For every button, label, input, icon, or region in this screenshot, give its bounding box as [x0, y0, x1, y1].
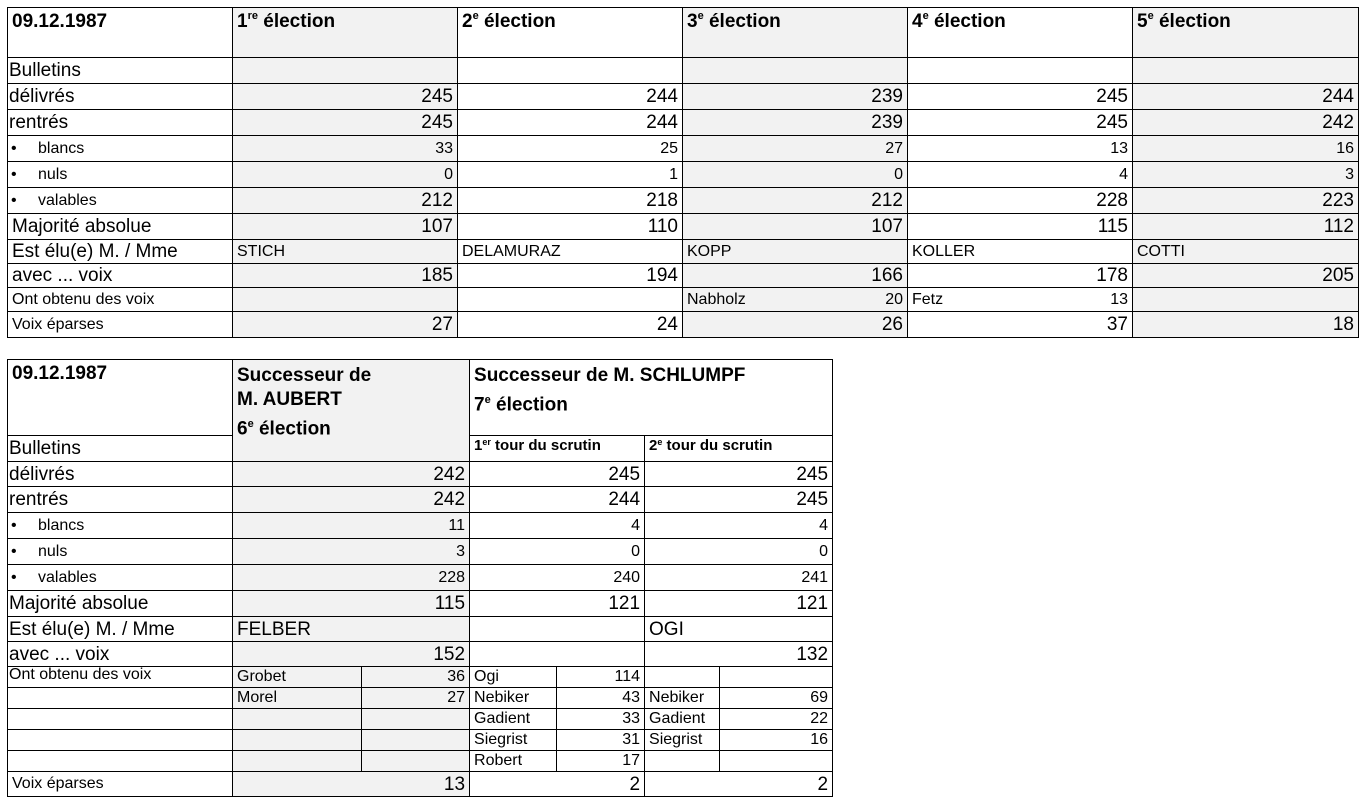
candidate-name: Robert [470, 751, 557, 772]
cell-value: 244 [458, 84, 683, 110]
cell-value: 239 [683, 110, 908, 136]
cell-value: 242 [233, 462, 470, 487]
election-table-2 [7, 359, 833, 797]
table-row [8, 487, 833, 513]
cell-value: 107 [233, 214, 458, 240]
cell-value: 26 [683, 312, 908, 338]
table-row [8, 264, 1359, 288]
cell-value: 4 [470, 513, 645, 539]
cell-value: 0 [683, 162, 908, 188]
cell-value: 3 [233, 539, 470, 565]
table-row [8, 214, 1359, 240]
cell-value: 218 [458, 188, 683, 214]
cell-value: 223 [1133, 188, 1359, 214]
row-label-nuls: • nuls [8, 162, 233, 188]
cell-value: 27 [233, 312, 458, 338]
date-header: 09.12.1987 [8, 8, 233, 58]
cell-value: 13 [233, 772, 470, 797]
candidate-name: Grobet [233, 667, 362, 688]
candidate-votes: 36 [362, 667, 470, 688]
cell-value: 205 [1133, 264, 1359, 288]
cell-value: 121 [645, 591, 833, 617]
cell-value: 244 [470, 487, 645, 513]
table-row [8, 751, 833, 772]
table-row [8, 312, 1359, 338]
row-label-majorite: Majorité absolue [8, 214, 233, 240]
candidate-votes: 27 [362, 688, 470, 709]
cell-value: 228 [233, 565, 470, 591]
table-row [8, 617, 833, 642]
cell-value [470, 642, 645, 667]
cell-value: 245 [470, 462, 645, 487]
cell-value: 132 [645, 642, 833, 667]
cell-value: 240 [470, 565, 645, 591]
cell-value: 178 [908, 264, 1133, 288]
table-row [8, 58, 1359, 84]
cell-value: 212 [683, 188, 908, 214]
elected-name [470, 617, 645, 642]
cell-value: 110 [458, 214, 683, 240]
cell-value: 245 [908, 110, 1133, 136]
table-row [8, 730, 833, 751]
cell-value: 241 [645, 565, 833, 591]
header-election-6: Successeur de M. AUBERT 6e élection [233, 360, 470, 462]
cell-value: 0 [645, 539, 833, 565]
cell-value: 0 [233, 162, 458, 188]
row-label-blancs: • blancs [8, 513, 233, 539]
table-row [8, 84, 1359, 110]
cell-value: 16 [1133, 136, 1359, 162]
row-label-elu: Est élu(e) M. / Mme [8, 617, 233, 642]
candidate-votes-cell [683, 288, 908, 312]
candidate-name [645, 751, 720, 772]
candidate-votes [720, 667, 833, 688]
table-row [8, 462, 833, 487]
header-election-7: Successeur de M. SCHLUMPF 7e élection [470, 360, 833, 436]
cell-value: 245 [908, 84, 1133, 110]
row-label-delivres: délivrés [8, 462, 233, 487]
cell-value: 121 [470, 591, 645, 617]
table-row [8, 288, 1359, 312]
table-row [8, 709, 833, 730]
row-label-majorite: Majorité absolue [8, 591, 233, 617]
header-election-4: 4e élection [908, 8, 1133, 58]
cell-value: 33 [233, 136, 458, 162]
elected-name: DELAMURAZ [458, 240, 683, 264]
row-label-voix: avec ... voix [8, 264, 233, 288]
table-row [8, 110, 1359, 136]
row-label-valables: • valables [8, 565, 233, 591]
candidate-name [645, 667, 720, 688]
election-table-1 [7, 7, 1359, 338]
candidate-votes: 16 [720, 730, 833, 751]
row-label-bulletins: Bulletins [8, 58, 233, 84]
candidate-votes: 33 [557, 709, 645, 730]
table-row [8, 688, 833, 709]
candidate-name: Nebiker [645, 688, 720, 709]
cell-value: 1 [458, 162, 683, 188]
cell-value: 245 [645, 462, 833, 487]
cell-value: 18 [1133, 312, 1359, 338]
elected-name: STICH [233, 240, 458, 264]
table-row [8, 642, 833, 667]
cell-value: 37 [908, 312, 1133, 338]
table-row [8, 162, 1359, 188]
row-label-bulletins: Bulletins [8, 436, 233, 462]
row-label-rentres: rentrés [8, 110, 233, 136]
cell-value: 244 [1133, 84, 1359, 110]
row-label-eparses: Voix éparses [8, 772, 233, 797]
table-row [8, 188, 1359, 214]
table-row [8, 136, 1359, 162]
candidate-name: Nebiker [470, 688, 557, 709]
cell-value: 194 [458, 264, 683, 288]
candidate-name: Nabholz [687, 290, 746, 308]
candidate-votes: 20 [885, 290, 903, 308]
cell-value: 13 [908, 136, 1133, 162]
cell-value: 107 [683, 214, 908, 240]
header-election-2: 2e élection [458, 8, 683, 58]
cell-value: 3 [1133, 162, 1359, 188]
table-row [8, 539, 833, 565]
row-label-obtenu: Ont obtenu des voix [8, 667, 233, 688]
candidate-votes: 22 [720, 709, 833, 730]
cell-value: 228 [908, 188, 1133, 214]
table-row [8, 240, 1359, 264]
cell-value: 2 [645, 772, 833, 797]
row-label-nuls: • nuls [8, 539, 233, 565]
candidate-votes: 31 [557, 730, 645, 751]
elected-name: COTTI [1133, 240, 1359, 264]
cell-value: 239 [683, 84, 908, 110]
table-row [8, 513, 833, 539]
row-label-rentres: rentrés [8, 487, 233, 513]
candidate-votes [362, 751, 470, 772]
header-tour-1: 1er tour du scrutin [470, 436, 645, 462]
candidate-name: Siegrist [470, 730, 557, 751]
cell-value: 24 [458, 312, 683, 338]
candidate-votes: 17 [557, 751, 645, 772]
cell-value: 166 [683, 264, 908, 288]
table-row [8, 565, 833, 591]
candidate-name [233, 709, 362, 730]
table-row [8, 667, 833, 688]
cell-value: 2 [470, 772, 645, 797]
cell-value: 245 [233, 84, 458, 110]
cell-value: 242 [1133, 110, 1359, 136]
elected-name: OGI [645, 617, 833, 642]
candidate-votes [362, 709, 470, 730]
cell-value: 212 [233, 188, 458, 214]
table-row [8, 772, 833, 797]
candidate-name: Fetz [912, 290, 944, 308]
header-tour-2: 2e tour du scrutin [645, 436, 833, 462]
cell-value: 185 [233, 264, 458, 288]
cell-value: 112 [1133, 214, 1359, 240]
date-header: 09.12.1987 [8, 360, 233, 436]
cell-value: 4 [645, 513, 833, 539]
row-label-eparses: Voix éparses [8, 312, 233, 338]
candidate-name [233, 730, 362, 751]
cell-value: 245 [645, 487, 833, 513]
row-label-valables: • valables [8, 188, 233, 214]
candidate-name [233, 751, 362, 772]
candidate-votes [362, 730, 470, 751]
candidate-votes: 43 [557, 688, 645, 709]
cell-value: 4 [908, 162, 1133, 188]
header-election-3: 3e élection [683, 8, 908, 58]
cell-value: 27 [683, 136, 908, 162]
cell-value: 25 [458, 136, 683, 162]
row-label-voix: avec ... voix [8, 642, 233, 667]
row-label-obtenu: Ont obtenu des voix [8, 288, 233, 312]
candidate-name: Morel [233, 688, 362, 709]
candidate-votes: 13 [1110, 290, 1128, 308]
candidate-name: Gadient [645, 709, 720, 730]
table-row [8, 591, 833, 617]
row-label-elu: Est élu(e) M. / Mme [8, 240, 233, 264]
candidate-name: Siegrist [645, 730, 720, 751]
cell-value: 245 [233, 110, 458, 136]
cell-value: 115 [908, 214, 1133, 240]
candidate-votes: 69 [720, 688, 833, 709]
row-label-delivres: délivrés [8, 84, 233, 110]
cell-value: 11 [233, 513, 470, 539]
elected-name: KOPP [683, 240, 908, 264]
elected-name: FELBER [233, 617, 470, 642]
candidate-votes-cell [908, 288, 1133, 312]
header-election-5: 5e élection [1133, 8, 1359, 58]
candidate-votes [720, 751, 833, 772]
candidate-name: Ogi [470, 667, 557, 688]
cell-value: 152 [233, 642, 470, 667]
cell-value: 115 [233, 591, 470, 617]
elected-name: KOLLER [908, 240, 1133, 264]
candidate-name: Gadient [470, 709, 557, 730]
cell-value: 242 [233, 487, 470, 513]
candidate-votes: 114 [557, 667, 645, 688]
cell-value: 0 [470, 539, 645, 565]
cell-value: 244 [458, 110, 683, 136]
row-label-blancs: • blancs [8, 136, 233, 162]
header-election-1: 1re élection [233, 8, 458, 58]
